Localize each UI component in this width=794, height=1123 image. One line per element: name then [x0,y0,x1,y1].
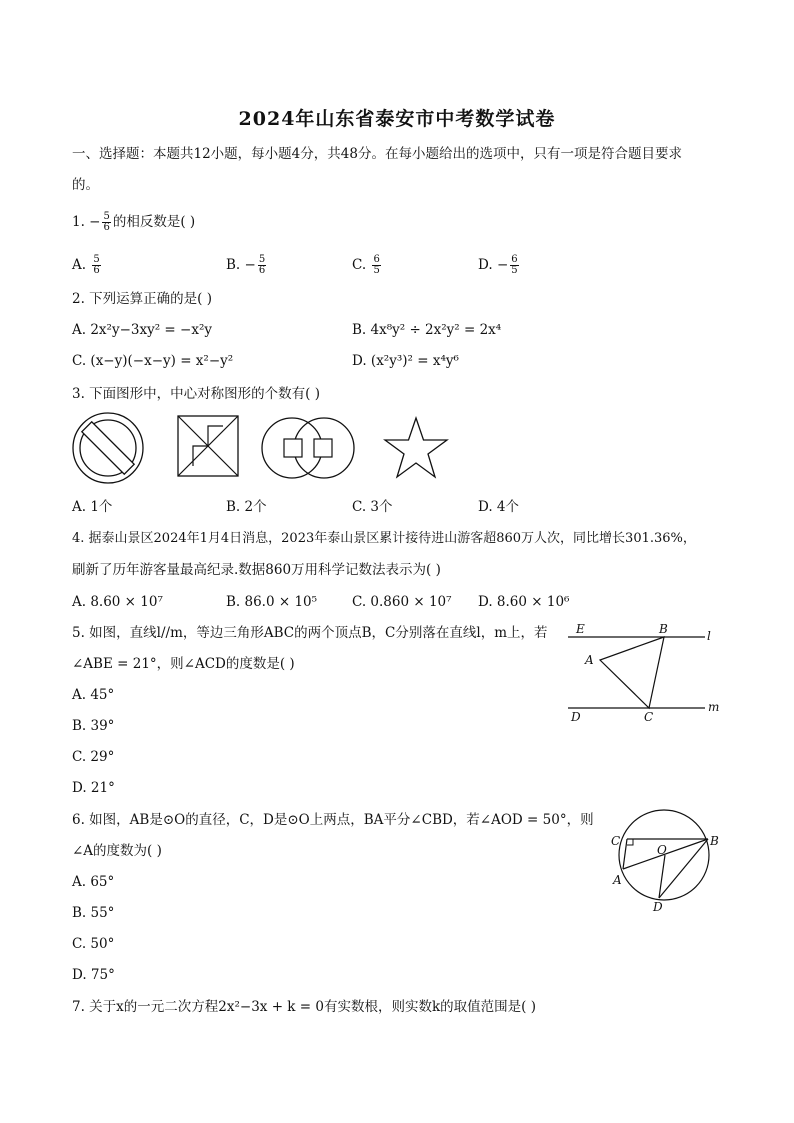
q4-option-a[interactable]: A. 8.60 × 10⁷ [72,594,163,610]
q6-option-a[interactable]: A. 65° [72,874,115,890]
q3-option-a[interactable]: A. 1个 [72,499,113,515]
q2-option-a[interactable]: A. 2x²y−3xy² = −x²y [72,322,212,338]
question-4-line1: 4. 据泰山景区2024年1月4日消息，2023年泰山景区累计接待进山游客超860万人次，同比增长301.36%， [72,531,696,546]
q4-option-c[interactable]: C. 0.860 × 10⁷ [352,594,452,610]
q4-option-d[interactable]: D. 8.60 × 10⁶ [478,594,570,610]
label-C: C [611,834,621,848]
question-6-line1: 6. 如图，AB是⊙O的直径，C，D是⊙O上两点，BA平分∠CBD，若∠AOD = 50°，则 [72,812,594,828]
question-4-line2: 刷新了历年游客量最高纪录.数据860万用科学记数法表示为( ) [72,562,441,578]
label-O: O [657,843,667,857]
question-3-stem: 3. 下面图形中，中心对称图形的个数有( ) [72,386,320,402]
question-2-stem: 2. 下列运算正确的是( ) [72,291,212,307]
q3-option-c[interactable]: C. 3个 [352,499,393,515]
q2-option-d[interactable]: D. (x²y³)² = x⁴y⁶ [352,353,459,369]
q1-option-a[interactable]: A. $\frac{5}{6}$ [72,254,100,276]
label-B: B [710,834,719,848]
label-D: D [571,710,581,724]
q1-fraction: $\frac{5}{6}$ [103,211,110,233]
question-6-line2: ∠A的度数为( ) [72,843,162,859]
q4-option-b[interactable]: B. 86.0 × 10⁵ [226,594,318,610]
q5-option-b[interactable]: B. 39° [72,718,115,734]
q2-option-b[interactable]: B. 4x⁸y² ÷ 2x²y² = 2x⁴ [352,322,502,338]
page-title: 2024年山东省泰安市中考数学试卷 [238,108,556,130]
q5-option-a[interactable]: A. 45° [72,687,115,703]
label-A: A [613,873,622,887]
figure-star [385,418,447,477]
q1-suffix: 的相反数是( ) [112,214,196,230]
label-D: D [653,900,663,914]
q3-option-b[interactable]: B. 2个 [226,499,267,515]
q3-option-d[interactable]: D. 4个 [478,499,520,515]
figure-two-circles-squares [262,418,354,478]
q5-option-d[interactable]: D. 21° [72,780,115,796]
label-C: C [644,710,654,724]
q2-option-c[interactable]: C. (x−y)(−x−y) = x²−y² [72,353,234,369]
section-instruction-line2: 的。 [72,177,99,193]
q6-option-b[interactable]: B. 55° [72,905,115,921]
question-5-line2: ∠ABE = 21°，则∠ACD的度数是( ) [72,656,295,672]
label-B: B [659,622,668,636]
label-E: E [576,622,585,636]
q6-option-d[interactable]: D. 75° [72,967,115,983]
q3-figures [68,408,458,488]
label-l: l [707,629,711,643]
q6-option-c[interactable]: C. 50° [72,936,115,952]
q1-option-b[interactable]: B. − $\frac{5}{6}$ [226,254,266,276]
question-5-line1: 5. 如图，直线l//m，等边三角形ABC的两个顶点B，C分别落在直线l，m上，若 [72,625,548,641]
figure-circle-with-bar [73,413,143,483]
label-A: A [585,653,594,667]
q5-figure [560,618,730,726]
figure-square-pinwheel [178,416,238,476]
q6-figure [605,800,730,915]
question-7-stem: 7. 关于x的一元二次方程2x²−3x + k = 0有实数根，则实数k的取值范围是( ) [72,999,536,1015]
q5-option-c[interactable]: C. 29° [72,749,115,765]
q1-option-c[interactable]: C. $\frac{6}{5}$ [352,254,380,276]
section-instruction-line1: 一、选择题：本题共12小题，每小题4分，共48分。在每小题给出的选项中，只有一项是符合题目要求 [72,146,682,162]
q1-prefix: 1. − [72,214,101,230]
label-m: m [708,700,720,714]
q1-option-d[interactable]: D. − $\frac{6}{5}$ [478,254,518,276]
question-1-stem [72,212,195,233]
